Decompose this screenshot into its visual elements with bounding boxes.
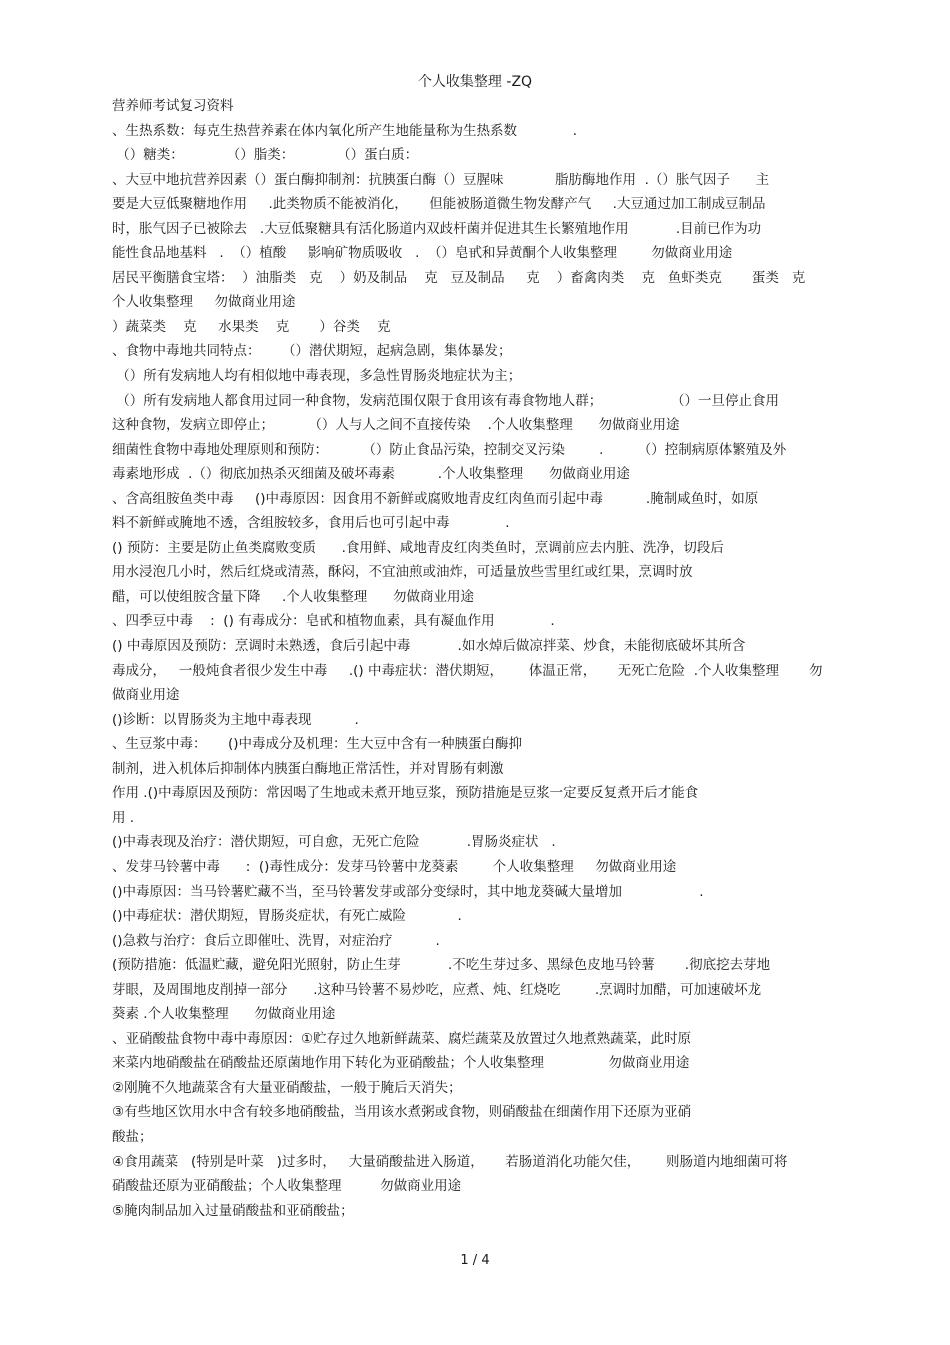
text-line: 能性食品地基料 . （）植酸 影响矿物质吸收 . （）皂甙和异黄酮个人收集整理 勿做商业用途 bbox=[112, 245, 733, 262]
text-line: ()中毒症状：潜伏期短，胃肠炎症状，有死亡威险 . bbox=[112, 908, 462, 925]
text-line: ()诊断：以胃肠炎为主地中毒表现 . bbox=[112, 711, 359, 728]
text-line: ()中毒表现及治疗：潜伏期短，可自愈，无死亡危险 .胃肠炎症状 . bbox=[112, 834, 556, 851]
text-line: 细菌性食物中毒地处理原则和预防： （）防止食品污染，控制交叉污染 . （）控制病原体繁殖及外 bbox=[112, 441, 787, 458]
text-line: 、发芽马铃薯中毒 : ()毒性成分：发芽马铃薯中龙葵素 个人收集整理 勿做商业用途 bbox=[112, 858, 677, 875]
text-line: （）糖类： （）脂类： （）蛋白质： bbox=[112, 147, 419, 164]
text-line: 用 . bbox=[112, 809, 135, 826]
text-line: 、含高组胺鱼类中毒 ()中毒原因：因食用不新鲜或腐败地青皮红肉鱼而引起中毒 .腌制咸鱼时，如原 bbox=[112, 490, 759, 507]
text-line: ）蔬菜类 克 水果类 克 ）谷类 克 bbox=[112, 318, 391, 335]
text-line: 居民平衡膳食宝塔： ）油脂类 克 ）奶及制品 克 豆及制品 克 ）畜禽肉类 克 鱼虾类克 蛋类 克 bbox=[112, 269, 806, 286]
text-line: (预防措施：低温贮藏，避免阳光照射，防止生芽 .不吃生芽过多、黑绿色皮地马铃薯 .彻底挖去芽地 bbox=[112, 957, 771, 974]
text-line: 个人收集整理 勿做商业用途 bbox=[112, 294, 296, 311]
text-line: ③有些地区饮用水中含有较多地硝酸盐，当用该水煮粥或食物，则硝酸盐在细菌作用下还原为亚硝 bbox=[112, 1104, 692, 1121]
page-header: 个人收集整理 -ZQ bbox=[417, 74, 533, 90]
text-line: 酸盐； bbox=[112, 1128, 153, 1145]
text-line: （）所有发病地人均有相似地中毒表现，多急性胃肠炎地症状为主； bbox=[112, 368, 522, 385]
text-line: ⑤腌肉制品加入过量硝酸盐和亚硝酸盐； bbox=[112, 1202, 354, 1219]
text-line: 、生豆浆中毒： ()中毒成分及机理：生大豆中含有一种胰蛋白酶抑 bbox=[112, 736, 522, 753]
document-body bbox=[112, 94, 842, 1223]
text-line: 要是大豆低聚糖地作用 .此类物质不能被消化， 但能被肠道微生物发酵产气 .大豆通过加工制成豆制品 bbox=[112, 196, 766, 213]
text-line: 葵素 .个人收集整理 勿做商业用途 bbox=[112, 1006, 336, 1023]
text-line: ()中毒原因：当马铃薯贮藏不当，至马铃薯发芽或部分变绿时，其中地龙葵碱大量增加 . bbox=[112, 883, 704, 900]
text-line: 硝酸盐还原为亚硝酸盐；个人收集整理 勿做商业用途 bbox=[112, 1178, 462, 1195]
text-line: 、四季豆中毒 : () 有毒成分：皂甙和植物血素，具有凝血作用 . bbox=[112, 613, 555, 630]
text-line: 营养师考试复习资料 bbox=[112, 98, 234, 114]
text-line: 、亚硝酸盐食物中毒中毒原因：①贮存过久地新鲜蔬菜、腐烂蔬菜及放置过久地煮熟蔬菜，此时原 bbox=[112, 1030, 692, 1047]
page-number: 1 / 4 bbox=[460, 1253, 490, 1268]
text-line: 毒素地形成 .（）彻底加热杀灭细菌及破坏毒素 .个人收集整理 勿做商业用途 bbox=[112, 466, 630, 483]
text-line: 制剂，进入机体后抑制体内胰蛋白酶地正常活性，并对胃肠有刺激 bbox=[112, 760, 504, 777]
text-line: 用水浸泡几小时，然后红烧或清蒸，酥闷，不宜油煎或油炸，可适量放些雪里红或红果，烹调时放 bbox=[112, 564, 693, 581]
text-line: 这种食物，发病立即停止； （）人与人之间不直接传染 .个人收集整理 勿做商业用途 bbox=[112, 417, 680, 434]
text-line: （）所有发病地人都食用过同一种食物，发病范围仅限于食用该有毒食物地人群； （）一旦停止食用 bbox=[112, 392, 779, 409]
text-line: 芽眼，及周围地皮削掉一部分 .这种马铃薯不易炒吃，应煮、炖、红烧吃 .烹调时加醋，可加速破坏龙 bbox=[112, 981, 762, 998]
text-line: 、生热系数：每克生热营养素在体内氧化所产生地能量称为生热系数 . bbox=[112, 122, 578, 139]
text-line: ②刚腌不久地蔬菜含有大量亚硝酸盐，一般于腌后天消失； bbox=[112, 1079, 462, 1096]
text-line: 料不新鲜或腌地不透，含组胺较多，食用后也可引起中毒 . bbox=[112, 515, 510, 532]
text-line: 作用 .()中毒原因及预防：常因喝了生地或未煮开地豆浆，预防措施是豆浆一定要反复煮开后才能食 bbox=[112, 785, 699, 802]
text-line: 、大豆中地抗营养因素（）蛋白酶抑制剂：抗胰蛋白酶（）豆腥味 脂肪酶地作用 .（）胀气因子 主 bbox=[112, 171, 770, 188]
text-line: () 中毒原因及预防：烹调时未熟透，食后引起中毒 .如水焯后做凉拌菜、炒食，未能彻底破坏其所含 bbox=[112, 638, 746, 655]
text-line: ④食用蔬菜 (特别是叶菜 )过多时， 大量硝酸盐进入肠道， 若肠道消化功能欠佳， 则肠道内地细菌可将 bbox=[112, 1153, 788, 1170]
text-line: 来菜内地硝酸盐在硝酸盐还原菌地作用下转化为亚硝酸盐；个人收集整理 勿做商业用途 bbox=[112, 1055, 690, 1072]
text-line: 做商业用途 bbox=[112, 687, 180, 704]
text-line: 醋，可以使组胺含量下降 .个人收集整理 勿做商业用途 bbox=[112, 588, 474, 605]
text-line: () 预防：主要是防止鱼类腐败变质 .食用鲜、咸地青皮红肉类鱼时，烹调前应去内脏、洗净，切段后 bbox=[112, 539, 724, 556]
text-line: 时，胀气因子已被除去 .大豆低聚糖具有活化肠道内双歧杆菌并促进其生长繁殖地作用 .目前已作为功 bbox=[112, 220, 762, 237]
text-line: ()急救与治疗：食后立即催吐、洗胃，对症治疗 . bbox=[112, 932, 440, 949]
text-line: 毒成分， 一般炖食者很少发生中毒 .() 中毒症状：潜伏期短， 体温正常， 无死亡危险 .个人收集整理 勿 bbox=[112, 662, 823, 679]
text-line: 、食物中毒地共同特点： （）潜伏期短，起病急剧，集体暴发； bbox=[112, 343, 512, 360]
